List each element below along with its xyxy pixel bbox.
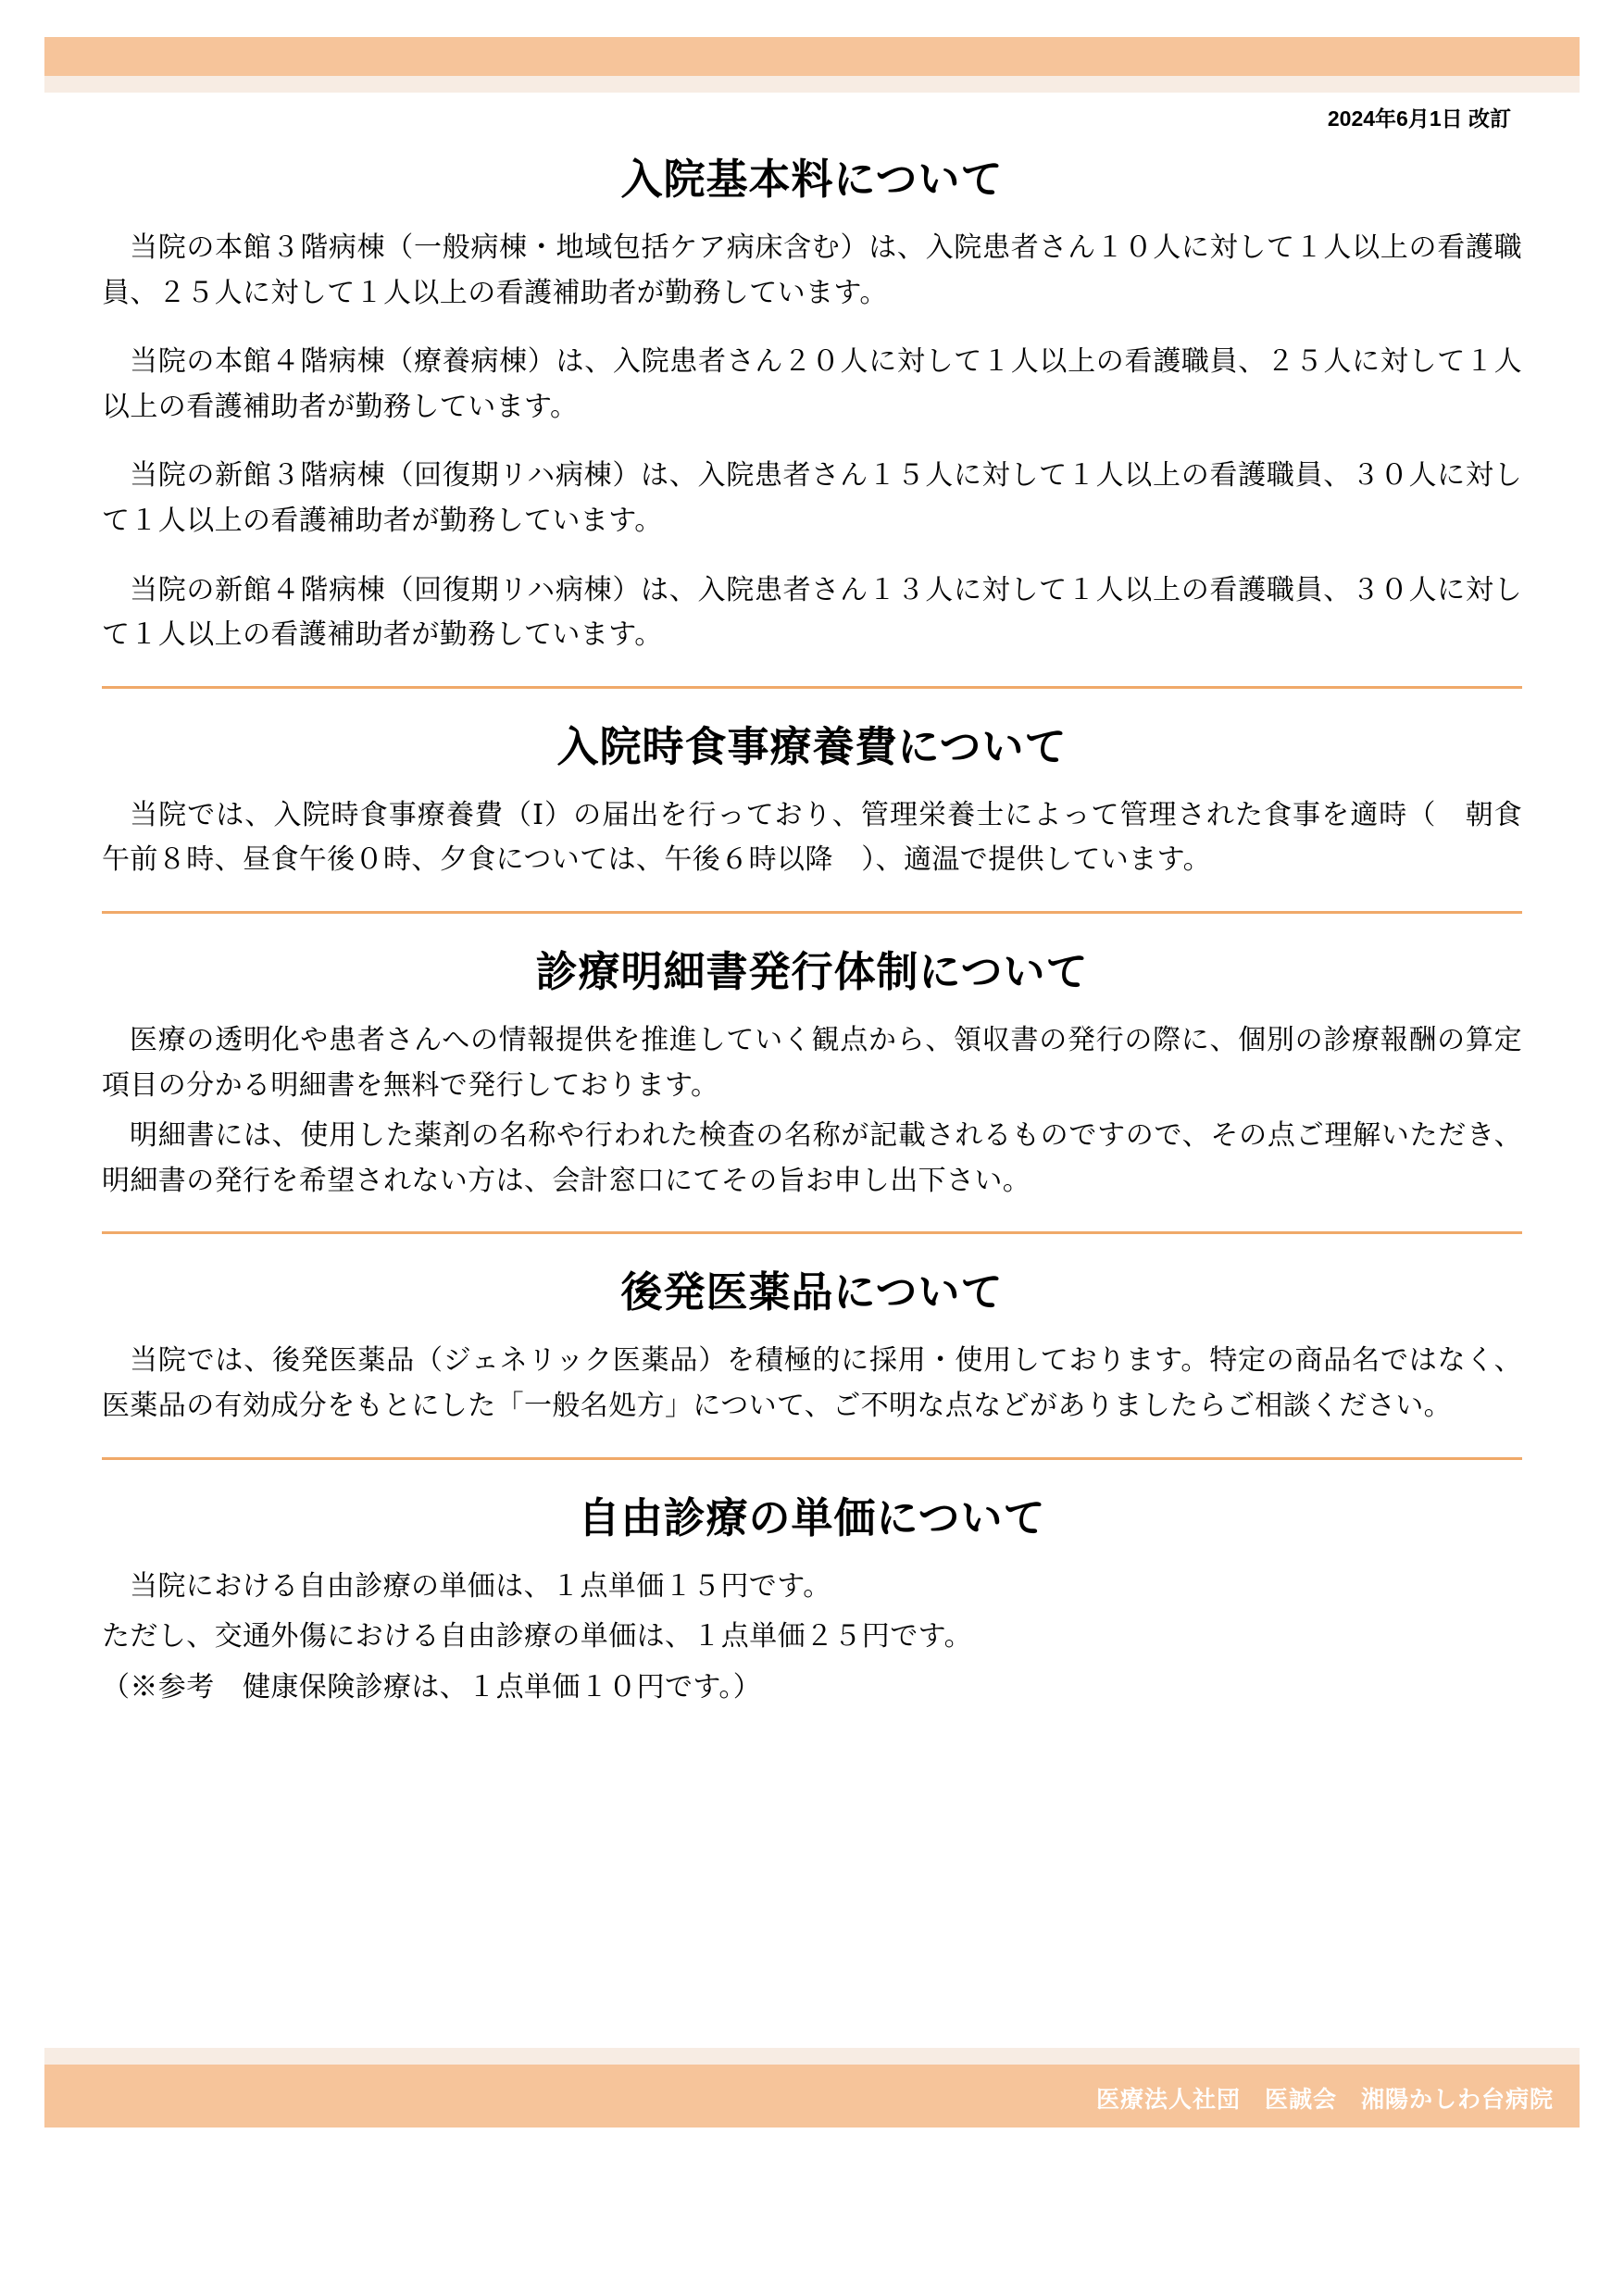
section-meal-care-expenses (102, 713, 1522, 883)
section-body (102, 226, 1522, 658)
section-divider (102, 1231, 1522, 1234)
section-title: 入院基本料について (620, 156, 1004, 203)
section-body (102, 793, 1522, 883)
section-free-treatment-unit-price (102, 1484, 1522, 1711)
section-body (102, 1339, 1522, 1429)
paragraph: 当院の本館４階病棟（療養病棟）は、入院患者さん２０人に対して１人以上の看護職員、２５人に対して１人以上の看護補助者が勤務しています。 (102, 346, 1522, 422)
paragraph: 当院における自由診療の単価は、１点単価１５円です。 (130, 1570, 831, 1602)
footer-bar (44, 2065, 1580, 2128)
section-title: 後発医薬品について (620, 1269, 1004, 1316)
section-detailed-statement (102, 938, 1522, 1204)
section-title: 入院時食事療養費について (556, 723, 1068, 770)
section-divider (102, 1457, 1522, 1460)
section-title: 自由診療の単価について (578, 1494, 1046, 1541)
section-body (102, 1565, 1522, 1711)
paragraph: 当院では、後発医薬品（ジェネリック医薬品）を積極的に採用・使用しております。特定の商品名ではなく、医薬品の有効成分をもとにした「一般名処方」について、ご不明な点などがありましたらご相談ください。 (102, 1345, 1522, 1421)
section-generic-drugs (102, 1258, 1522, 1429)
paragraph: 当院の新館３階病棟（回復期リハ病棟）は、入院患者さん１５人に対して１人以上の看護職員、３０人に対して１人以上の看護補助者が勤務しています。 (102, 460, 1522, 536)
paragraph: 当院の本館３階病棟（一般病棟・地域包括ケア病床含む）は、入院患者さん１０人に対して１人以上の看護職員、２５人に対して１人以上の看護補助者が勤務しています。 (102, 232, 1522, 308)
section-title: 診療明細書発行体制について (535, 948, 1089, 995)
paragraph: ただし、交通外傷における自由診療の単価は、１点単価２５円です。 (102, 1621, 972, 1653)
header-decorative-bar-light (44, 76, 1580, 93)
section-body (102, 1018, 1522, 1204)
paragraph: （※参考 健康保険診療は、１点単価１０円です。） (102, 1671, 762, 1703)
paragraph: 明細書には、使用した薬剤の名称や行われた検査の名称が記載されるものですので、その点ご理解いただき、明細書の発行を希望されない方は、会計窓口にてその旨お申し出下さい。 (102, 1120, 1522, 1196)
paragraph: 医療の透明化や患者さんへの情報提供を推進していく観点から、領収書の発行の際に、個別の診療報酬の算定項目の分かる明細書を無料で発行しております。 (102, 1024, 1522, 1101)
footer-hospital-name: 医療法人社団 医誠会 湘陽かしわ台病院 (1095, 2087, 1554, 2113)
header-decorative-bar (44, 37, 1580, 76)
footer-decorative-bar-light (44, 2048, 1580, 2065)
revision-date: 2024年6月1日 改訂 (1327, 106, 1511, 131)
section-divider (102, 686, 1522, 689)
section-divider (102, 911, 1522, 914)
paragraph: 当院の新館４階病棟（回復期リハ病棟）は、入院患者さん１３人に対して１人以上の看護職員、３０人に対して１人以上の看護補助者が勤務しています。 (102, 574, 1522, 651)
document-content (102, 102, 1522, 1710)
paragraph: 当院では、入院時食事療養費（Ⅰ）の届出を行っており、管理栄養士によって管理された食事を適時（ 朝食 午前８時、昼食午後０時、夕食については、午後６時以降 ）、適温で提供しています。 (102, 799, 1522, 876)
section-inpatient-basic-fee (102, 145, 1522, 658)
